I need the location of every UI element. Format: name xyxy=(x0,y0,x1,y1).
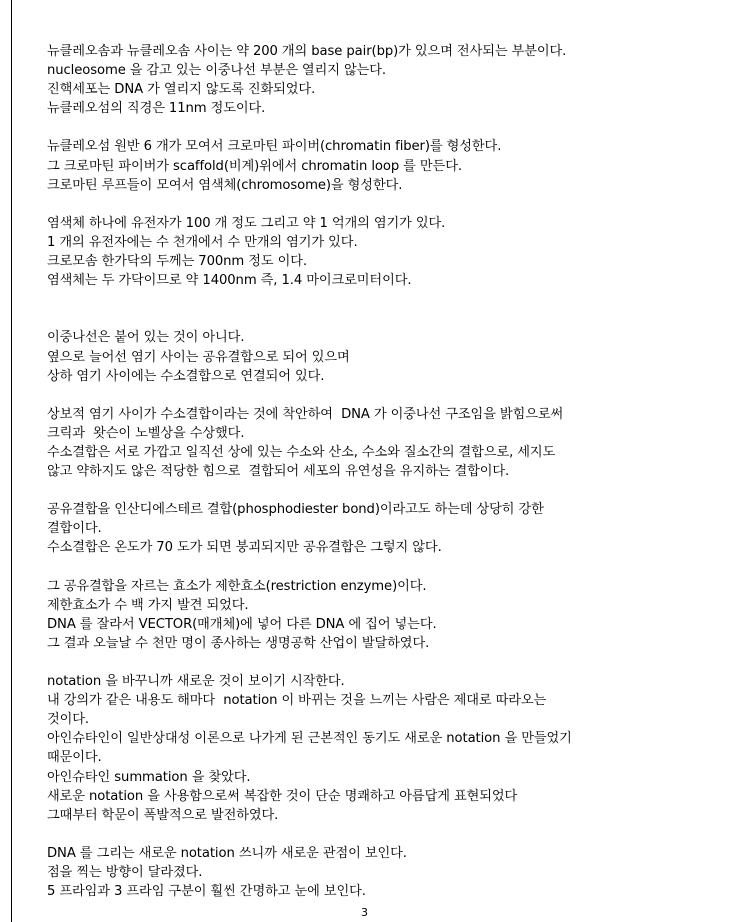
paragraph-restriction-enzyme xyxy=(47,577,687,653)
text-line: 5 프라임과 3 프라임 구분이 훨씬 간명하고 눈에 보인다. xyxy=(47,884,366,900)
text-line: 뉴클레오솜과 뉴클레오솜 사이는 약 200 개의 base pair(bp)가 있으며 전사되는 부분이다. xyxy=(47,44,567,59)
text-line: 진핵세포는 DNA 가 열리지 않도록 진화되었다. xyxy=(47,82,316,98)
text-line: 내 강의가 같은 내용도 해마다 notation 이 바뀌는 것을 느끼는 사람은 제대로 따라오는 xyxy=(47,693,547,709)
text-line: 크로모솜 한가닥의 두께는 700nm 정도 이다. xyxy=(47,254,308,270)
paragraph-dna-notation xyxy=(47,844,687,901)
page-left-border xyxy=(0,0,12,922)
text-line: DNA 를 잘라서 VECTOR(매개체)에 넣어 다른 DNA 에 집어 넣는다. xyxy=(47,616,437,632)
text-line: 때문이다. xyxy=(47,750,102,766)
text-line: 그 결과 오늘날 수 천만 명이 종사하는 생명공학 산업이 발달하였다. xyxy=(47,635,430,651)
text-line: 점을 찍는 방향이 달라졌다. xyxy=(47,865,203,881)
paragraph-chromatin xyxy=(47,137,687,194)
text-line: 아인슈타인 summation 을 찾았다. xyxy=(47,769,251,785)
text-line: notation 을 바꾸니까 새로운 것이 보이기 시작한다. xyxy=(47,674,345,690)
text-line: 그 크로마틴 파이버가 scaffold(비계)위에서 chromatin loop 를 만든다. xyxy=(47,158,462,174)
text-line: 옆으로 늘어선 염기 사이는 공유결합으로 되어 있으며 xyxy=(47,349,350,365)
text-line: 상보적 염기 사이가 수소결합이라는 것에 착안하여 DNA 가 이중나선 구조임을 밝힘으로써 xyxy=(47,406,564,422)
text-line: 상하 염기 사이에는 수소결합으로 연결되어 있다. xyxy=(47,368,325,384)
paragraph-double-helix xyxy=(47,328,687,385)
paragraph-covalent-bond xyxy=(47,500,687,557)
text-line: 크릭과 왓슨이 노벨상을 수상했다. xyxy=(47,425,245,441)
text-line: 않고 약하지도 않은 적당한 힘으로 결합되어 세포의 유연성을 유지하는 결합이다. xyxy=(47,464,510,480)
text-line: 아인슈타인이 일반상대성 이론으로 나가게 된 근본적인 동기도 새로운 notation 을 만들었기 xyxy=(47,731,572,747)
page-number: 3 xyxy=(361,906,368,919)
text-line: 뉴클레오섬 원반 6 개가 모여서 크로마틴 파이버(chromatin fiber)를 형성한다. xyxy=(47,139,502,155)
paragraph-chromosome xyxy=(47,214,687,290)
paragraph-nucleosome xyxy=(47,42,687,118)
text-line: 염색체는 두 가닥이므로 약 1400nm 즉, 1.4 마이크로미터이다. xyxy=(47,273,412,289)
text-line: 뉴클레오섬의 직경은 11nm 정도이다. xyxy=(47,101,266,117)
text-line: 이중나선은 붙어 있는 것이 아니다. xyxy=(47,330,245,346)
text-line: 그때부터 학문이 폭발적으로 발전하였다. xyxy=(47,807,279,823)
document-body xyxy=(47,42,687,920)
text-line: 염색체 하나에 유전자가 100 개 정도 그리고 약 1 억개의 염기가 있다. xyxy=(47,215,446,231)
text-line: DNA 를 그리는 새로운 notation 쓰니까 새로운 관점이 보인다. xyxy=(47,845,407,861)
text-line: 결합이다. xyxy=(47,521,102,537)
text-line: 크로마틴 루프들이 모여서 염색체(chromosome)을 형성한다. xyxy=(47,177,403,193)
text-line: 제한효소가 수 백 가지 발견 되었다. xyxy=(47,597,249,613)
text-line: 공유결합을 인산디에스테르 결합(phosphodiester bond)이라고도 하는데 상당히 강한 xyxy=(47,502,544,518)
paragraph-hydrogen-bond xyxy=(47,405,687,481)
paragraph-notation xyxy=(47,672,687,825)
text-line: 수소결합은 온도가 70 도가 되면 붕괴되지만 공유결합은 그렇지 않다. xyxy=(47,540,442,556)
text-line: 1 개의 유전자에는 수 천개에서 수 만개의 염기가 있다. xyxy=(47,234,358,250)
text-line: nucleosome 을 감고 있는 이중나선 부분은 열리지 않는다. xyxy=(47,63,386,79)
text-line: 새로운 notation 을 사용함으로써 복잡한 것이 단순 명쾌하고 아름답게 표현되었다 xyxy=(47,788,518,804)
text-line: 것이다. xyxy=(47,712,90,728)
text-line: 그 공유결합을 자르는 효소가 제한효소(restriction enzyme)이다. xyxy=(47,578,427,594)
text-line: 수소결합은 서로 가깝고 일직선 상에 있는 수소와 산소, 수소와 질소간의 결합으로, 세지도 xyxy=(47,444,556,460)
